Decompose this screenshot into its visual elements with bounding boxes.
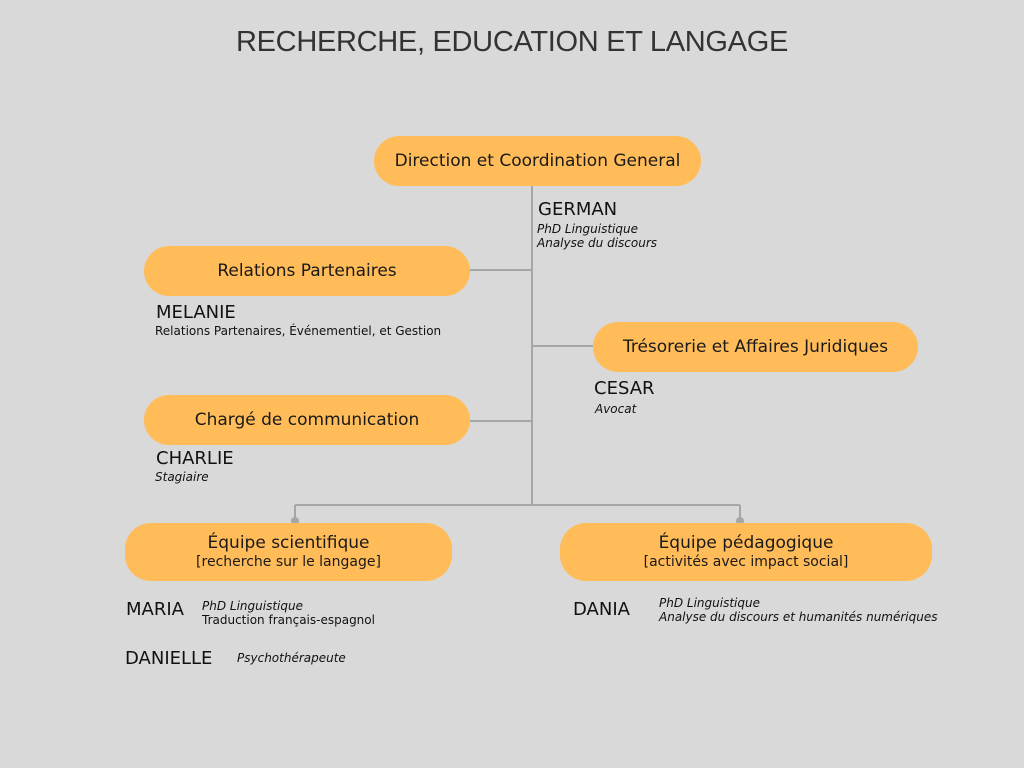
scientifique-sublabel: [recherche sur le langage]: [196, 554, 381, 570]
pedagogique-member-role-2: Analyse du discours et humanités numériques: [659, 610, 938, 624]
scientifique-member-name: MARIA: [126, 599, 184, 620]
direction-role-2: Analyse du discours: [537, 236, 658, 250]
pedagogique-member-name: DANIA: [573, 599, 630, 620]
scientifique-member-role-2: Traduction français-espagnol: [202, 613, 375, 627]
direction-role-1: PhD Linguistique: [537, 222, 638, 236]
pedagogique-box: [560, 523, 932, 581]
pedagogique-sublabel: [activités avec impact social]: [643, 554, 849, 570]
communication-role: Stagiaire: [155, 470, 209, 484]
tresorerie-person: CESAR: [594, 378, 655, 399]
tresorerie-box: [593, 322, 918, 372]
page-title: RECHERCHE, EDUCATION ET LANGAGE: [236, 26, 788, 58]
tresorerie-role: Avocat: [595, 402, 637, 416]
tresorerie-label: Trésorerie et Affaires Juridiques: [622, 336, 889, 357]
communication-person: CHARLIE: [156, 448, 234, 469]
scientifique-box: [125, 523, 452, 581]
relations-box: [144, 246, 470, 296]
relations-label: Relations Partenaires: [217, 260, 397, 281]
pedagogique-member-role-1: PhD Linguistique: [659, 596, 760, 610]
scientifique-member-role-1: PhD Linguistique: [202, 599, 303, 613]
scientifique-label: Équipe scientifique: [207, 533, 370, 553]
scientifique-member-name: DANIELLE: [125, 648, 213, 669]
relations-person: MELANIE: [156, 302, 236, 323]
scientifique-member-role-1: Psychothérapeute: [237, 651, 346, 665]
communication-box: [144, 395, 470, 445]
direction-person: GERMAN: [538, 199, 618, 220]
direction-label: Direction et Coordination General: [394, 150, 681, 171]
pedagogique-label: Équipe pédagogique: [658, 533, 834, 553]
relations-role: Relations Partenaires, Événementiel, et Gestion: [155, 324, 442, 338]
direction-box: [374, 136, 701, 186]
communication-label: Chargé de communication: [194, 409, 420, 430]
